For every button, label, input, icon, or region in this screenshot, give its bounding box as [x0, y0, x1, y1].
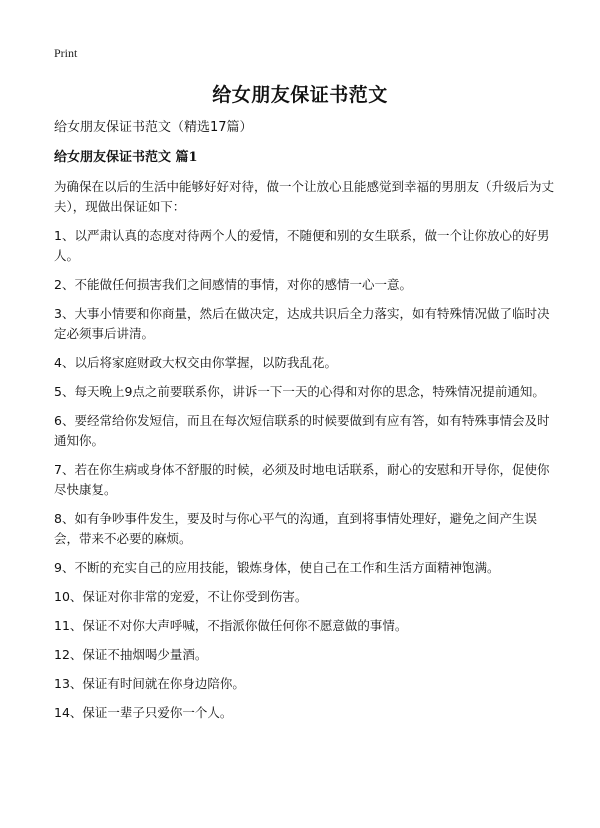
- list-item: 7、若在你生病或身体不舒服的时候，必须及时地电话联系，耐心的安慰和开导你，促使你尽快康复。: [54, 462, 550, 497]
- list-item: 10、保证对你非常的宠爱，不让你受到伤害。: [54, 589, 308, 604]
- list-item: 11、保证不对你大声呼喊，不指派你做任何你不愿意做的事情。: [54, 618, 408, 633]
- list-item: 5、每天晚上9点之前要联系你，讲诉一下一天的心得和对你的思念，特殊情况提前通知。: [54, 384, 545, 399]
- list-item: 2、不能做任何损害我们之间感情的事情，对你的感情一心一意。: [54, 277, 412, 292]
- page-title: 给女朋友保证书范文: [212, 84, 388, 106]
- document-subtitle: 给女朋友保证书范文（精选17篇）: [54, 120, 253, 135]
- print-label: Print: [54, 46, 78, 60]
- list-item: 1、以严肃认真的态度对待两个人的爱情，不随便和别的女生联系，做一个让你放心的好男人。: [54, 228, 550, 263]
- intro-paragraph: 为确保在以后的生活中能够好好对待，做一个让放心且能感觉到幸福的男朋友（升级后为丈夫），现做出保证如下：: [54, 179, 555, 214]
- section-heading: 给女朋友保证书范文 篇1: [54, 150, 198, 165]
- list-item: 4、以后将家庭财政大权交由你掌握，以防我乱花。: [54, 355, 337, 370]
- list-item: 12、保证不抽烟喝少量酒。: [54, 647, 208, 662]
- document-body: [54, 118, 554, 732]
- list-item: 6、要经常给你发短信，而且在每次短信联系的时候要做到有应有答，如有特殊事情会及时通知你。: [54, 413, 550, 448]
- list-item: 9、不断的充实自己的应用技能，锻炼身体，使自己在工作和生活方面精神饱满。: [54, 560, 500, 575]
- list-item: 8、如有争吵事件发生，要及时与你心平气的沟通，直到将事情处理好，避免之间产生误会，带来不必要的麻烦。: [54, 511, 537, 546]
- list-item: 3、大事小情要和你商量，然后在做决定，达成共识后全力落实，如有特殊情况做了临时决定必须事后讲清。: [54, 306, 550, 341]
- list-item: 13、保证有时间就在你身边陪你。: [54, 676, 245, 691]
- list-item: 14、保证一辈子只爱你一个人。: [54, 705, 233, 720]
